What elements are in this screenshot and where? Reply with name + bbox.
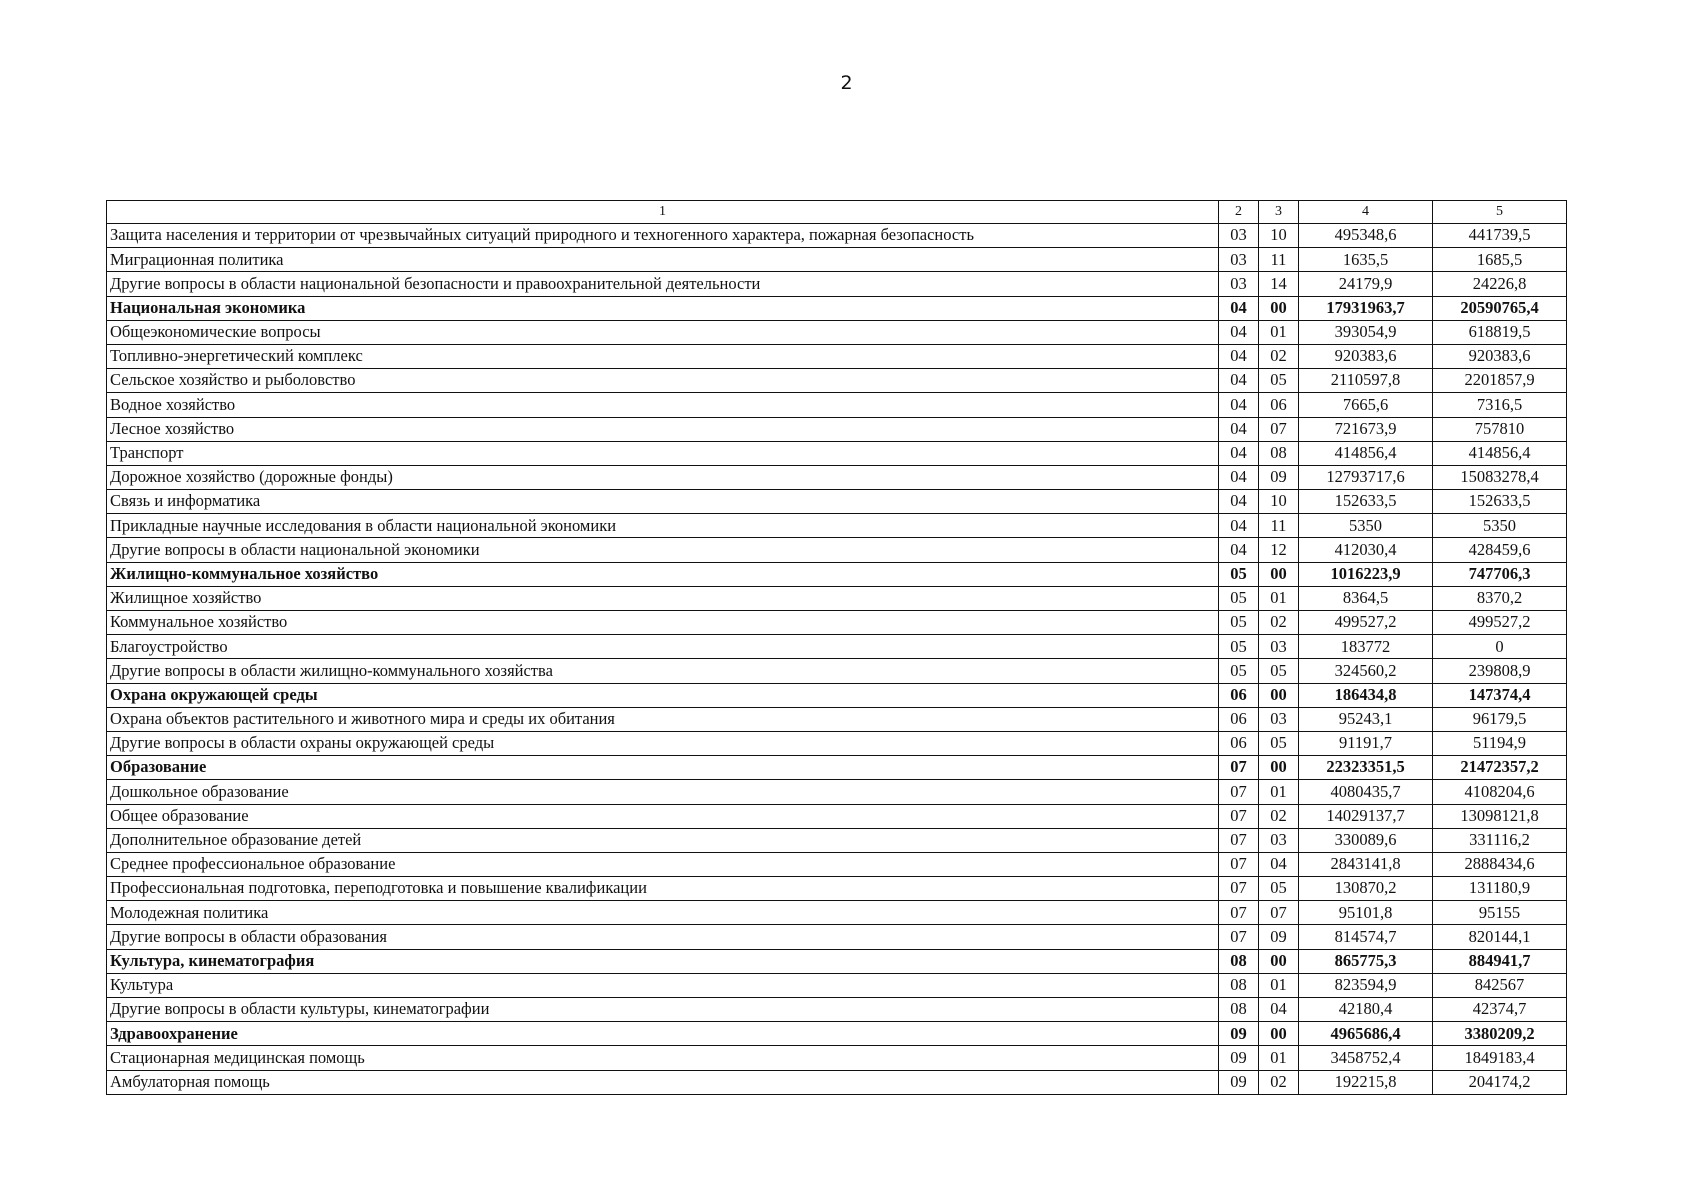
- row-name: Миграционная политика: [107, 248, 1219, 272]
- row-subsection-code: 02: [1259, 804, 1299, 828]
- row-value-col4: 324560,2: [1299, 659, 1433, 683]
- row-subsection-code: 04: [1259, 852, 1299, 876]
- row-subsection-code: 14: [1259, 272, 1299, 296]
- row-subsection-code: 01: [1259, 973, 1299, 997]
- row-section-code: 08: [1219, 973, 1259, 997]
- row-name: Связь и информатика: [107, 490, 1219, 514]
- row-section-code: 04: [1219, 296, 1259, 320]
- row-value-col5: 0: [1433, 635, 1567, 659]
- table-row: [107, 465, 1567, 489]
- row-value-col5: 441739,5: [1433, 224, 1567, 248]
- row-name: Дополнительное образование детей: [107, 828, 1219, 852]
- row-value-col4: 4965686,4: [1299, 1022, 1433, 1046]
- row-name: Прикладные научные исследования в области национальной экономики: [107, 514, 1219, 538]
- table-row: [107, 901, 1567, 925]
- row-subsection-code: 10: [1259, 490, 1299, 514]
- table-row: [107, 1046, 1567, 1070]
- row-subsection-code: 00: [1259, 562, 1299, 586]
- row-section-code: 04: [1219, 514, 1259, 538]
- row-subsection-code: 05: [1259, 877, 1299, 901]
- row-section-code: 06: [1219, 683, 1259, 707]
- row-value-col4: 152633,5: [1299, 490, 1433, 514]
- table-row: [107, 393, 1567, 417]
- table-row: [107, 611, 1567, 635]
- row-section-code: 06: [1219, 731, 1259, 755]
- row-section-code: 04: [1219, 441, 1259, 465]
- row-section-code: 07: [1219, 828, 1259, 852]
- row-name: Коммунальное хозяйство: [107, 611, 1219, 635]
- row-name: Защита населения и территории от чрезвычайных ситуаций природного и техногенного характера, пожарная безопасность: [107, 224, 1219, 248]
- row-value-col4: 499527,2: [1299, 611, 1433, 635]
- row-section-code: 04: [1219, 465, 1259, 489]
- row-subsection-code: 11: [1259, 248, 1299, 272]
- row-value-col5: 131180,9: [1433, 877, 1567, 901]
- row-value-col5: 5350: [1433, 514, 1567, 538]
- row-value-col5: 884941,7: [1433, 949, 1567, 973]
- row-value-col4: 865775,3: [1299, 949, 1433, 973]
- row-name: Лесное хозяйство: [107, 417, 1219, 441]
- row-subsection-code: 10: [1259, 224, 1299, 248]
- row-subsection-code: 02: [1259, 344, 1299, 368]
- row-subsection-code: 11: [1259, 514, 1299, 538]
- column-header-5: 5: [1433, 201, 1567, 224]
- row-value-col4: 24179,9: [1299, 272, 1433, 296]
- table-body: [107, 224, 1567, 1095]
- row-section-code: 07: [1219, 877, 1259, 901]
- row-section-code: 08: [1219, 998, 1259, 1022]
- row-value-col4: 814574,7: [1299, 925, 1433, 949]
- row-value-col5: 820144,1: [1433, 925, 1567, 949]
- row-value-col4: 42180,4: [1299, 998, 1433, 1022]
- table-row: [107, 248, 1567, 272]
- section-row: [107, 562, 1567, 586]
- row-value-col5: 95155: [1433, 901, 1567, 925]
- table-row: [107, 586, 1567, 610]
- row-value-col4: 8364,5: [1299, 586, 1433, 610]
- row-value-col5: 42374,7: [1433, 998, 1567, 1022]
- row-subsection-code: 02: [1259, 611, 1299, 635]
- page-number: 2: [840, 72, 853, 94]
- row-section-code: 04: [1219, 490, 1259, 514]
- row-subsection-code: 12: [1259, 538, 1299, 562]
- row-value-col4: 2843141,8: [1299, 852, 1433, 876]
- table-row: [107, 659, 1567, 683]
- row-name: Дошкольное образование: [107, 780, 1219, 804]
- row-name: Национальная экономика: [107, 296, 1219, 320]
- section-row: [107, 683, 1567, 707]
- row-value-col5: 428459,6: [1433, 538, 1567, 562]
- row-subsection-code: 08: [1259, 441, 1299, 465]
- row-value-col5: 757810: [1433, 417, 1567, 441]
- row-subsection-code: 03: [1259, 635, 1299, 659]
- row-subsection-code: 06: [1259, 393, 1299, 417]
- row-subsection-code: 01: [1259, 1046, 1299, 1070]
- row-section-code: 07: [1219, 901, 1259, 925]
- row-name: Другие вопросы в области охраны окружающей среды: [107, 731, 1219, 755]
- section-row: [107, 949, 1567, 973]
- row-name: Амбулаторная помощь: [107, 1070, 1219, 1094]
- row-value-col4: 4080435,7: [1299, 780, 1433, 804]
- budget-table: [106, 200, 1567, 1095]
- row-value-col4: 95101,8: [1299, 901, 1433, 925]
- table-row: [107, 417, 1567, 441]
- row-name: Профессиональная подготовка, переподготовка и повышение квалификации: [107, 877, 1219, 901]
- row-name: Транспорт: [107, 441, 1219, 465]
- row-name: Благоустройство: [107, 635, 1219, 659]
- row-subsection-code: 09: [1259, 465, 1299, 489]
- row-value-col5: 842567: [1433, 973, 1567, 997]
- row-name: Охрана объектов растительного и животного мира и среды их обитания: [107, 707, 1219, 731]
- table-row: [107, 369, 1567, 393]
- column-header-4: 4: [1299, 201, 1433, 224]
- row-subsection-code: 07: [1259, 417, 1299, 441]
- row-value-col5: 21472357,2: [1433, 756, 1567, 780]
- row-subsection-code: 09: [1259, 925, 1299, 949]
- row-value-col4: 17931963,7: [1299, 296, 1433, 320]
- row-name: Жилищно-коммунальное хозяйство: [107, 562, 1219, 586]
- row-name: Молодежная политика: [107, 901, 1219, 925]
- header-row: [107, 201, 1567, 224]
- row-name: Общеэкономические вопросы: [107, 320, 1219, 344]
- row-section-code: 04: [1219, 538, 1259, 562]
- row-value-col4: 3458752,4: [1299, 1046, 1433, 1070]
- table-row: [107, 998, 1567, 1022]
- row-subsection-code: 01: [1259, 780, 1299, 804]
- row-value-col5: 51194,9: [1433, 731, 1567, 755]
- table-row: [107, 514, 1567, 538]
- row-value-col4: 1016223,9: [1299, 562, 1433, 586]
- row-section-code: 08: [1219, 949, 1259, 973]
- row-value-col5: 7316,5: [1433, 393, 1567, 417]
- row-value-col5: 1849183,4: [1433, 1046, 1567, 1070]
- row-subsection-code: 07: [1259, 901, 1299, 925]
- row-name: Культура: [107, 973, 1219, 997]
- row-section-code: 04: [1219, 320, 1259, 344]
- row-value-col4: 192215,8: [1299, 1070, 1433, 1094]
- row-section-code: 09: [1219, 1070, 1259, 1094]
- section-row: [107, 1022, 1567, 1046]
- row-value-col5: 2888434,6: [1433, 852, 1567, 876]
- row-subsection-code: 05: [1259, 659, 1299, 683]
- table-row: [107, 828, 1567, 852]
- row-value-col5: 331116,2: [1433, 828, 1567, 852]
- row-value-col5: 414856,4: [1433, 441, 1567, 465]
- row-value-col5: 239808,9: [1433, 659, 1567, 683]
- row-section-code: 05: [1219, 611, 1259, 635]
- row-section-code: 04: [1219, 417, 1259, 441]
- row-subsection-code: 02: [1259, 1070, 1299, 1094]
- row-value-col5: 618819,5: [1433, 320, 1567, 344]
- row-value-col5: 152633,5: [1433, 490, 1567, 514]
- table-row: [107, 320, 1567, 344]
- row-subsection-code: 00: [1259, 296, 1299, 320]
- row-section-code: 03: [1219, 248, 1259, 272]
- row-name: Образование: [107, 756, 1219, 780]
- row-name: Среднее профессиональное образование: [107, 852, 1219, 876]
- row-subsection-code: 05: [1259, 731, 1299, 755]
- column-header-3: 3: [1259, 201, 1299, 224]
- row-section-code: 06: [1219, 707, 1259, 731]
- row-name: Другие вопросы в области национальной безопасности и правоохранительной деятельности: [107, 272, 1219, 296]
- row-value-col5: 13098121,8: [1433, 804, 1567, 828]
- row-section-code: 04: [1219, 393, 1259, 417]
- row-value-col4: 330089,6: [1299, 828, 1433, 852]
- column-header-1: 1: [107, 201, 1219, 224]
- row-name: Дорожное хозяйство (дорожные фонды): [107, 465, 1219, 489]
- table-row: [107, 490, 1567, 514]
- row-value-col4: 130870,2: [1299, 877, 1433, 901]
- row-name: Стационарная медицинская помощь: [107, 1046, 1219, 1070]
- row-value-col4: 5350: [1299, 514, 1433, 538]
- row-name: Жилищное хозяйство: [107, 586, 1219, 610]
- row-value-col4: 2110597,8: [1299, 369, 1433, 393]
- row-value-col4: 721673,9: [1299, 417, 1433, 441]
- row-value-col4: 183772: [1299, 635, 1433, 659]
- row-value-col4: 393054,9: [1299, 320, 1433, 344]
- row-value-col4: 1635,5: [1299, 248, 1433, 272]
- row-section-code: 07: [1219, 925, 1259, 949]
- row-value-col5: 15083278,4: [1433, 465, 1567, 489]
- row-name: Другие вопросы в области жилищно-коммунального хозяйства: [107, 659, 1219, 683]
- row-value-col4: 14029137,7: [1299, 804, 1433, 828]
- row-value-col4: 12793717,6: [1299, 465, 1433, 489]
- row-value-col5: 20590765,4: [1433, 296, 1567, 320]
- row-section-code: 05: [1219, 659, 1259, 683]
- table-row: [107, 707, 1567, 731]
- row-value-col5: 1685,5: [1433, 248, 1567, 272]
- row-value-col4: 186434,8: [1299, 683, 1433, 707]
- row-section-code: 09: [1219, 1046, 1259, 1070]
- row-name: Водное хозяйство: [107, 393, 1219, 417]
- section-row: [107, 756, 1567, 780]
- table-row: [107, 925, 1567, 949]
- table-row: [107, 877, 1567, 901]
- row-name: Другие вопросы в области культуры, кинематографии: [107, 998, 1219, 1022]
- table-row: [107, 973, 1567, 997]
- row-subsection-code: 01: [1259, 320, 1299, 344]
- table-row: [107, 780, 1567, 804]
- row-value-col4: 920383,6: [1299, 344, 1433, 368]
- row-value-col5: 499527,2: [1433, 611, 1567, 635]
- row-name: Охрана окружающей среды: [107, 683, 1219, 707]
- table-row: [107, 441, 1567, 465]
- row-value-col5: 3380209,2: [1433, 1022, 1567, 1046]
- row-section-code: 05: [1219, 562, 1259, 586]
- row-name: Здравоохранение: [107, 1022, 1219, 1046]
- row-subsection-code: 00: [1259, 756, 1299, 780]
- row-value-col5: 2201857,9: [1433, 369, 1567, 393]
- row-section-code: 07: [1219, 756, 1259, 780]
- row-name: Другие вопросы в области образования: [107, 925, 1219, 949]
- row-value-col5: 747706,3: [1433, 562, 1567, 586]
- row-value-col4: 22323351,5: [1299, 756, 1433, 780]
- row-subsection-code: 00: [1259, 683, 1299, 707]
- table-row: [107, 538, 1567, 562]
- row-subsection-code: 03: [1259, 828, 1299, 852]
- row-value-col5: 4108204,6: [1433, 780, 1567, 804]
- row-value-col4: 7665,6: [1299, 393, 1433, 417]
- row-value-col5: 24226,8: [1433, 272, 1567, 296]
- row-section-code: 07: [1219, 804, 1259, 828]
- row-name: Другие вопросы в области национальной экономики: [107, 538, 1219, 562]
- table-row: [107, 635, 1567, 659]
- row-subsection-code: 04: [1259, 998, 1299, 1022]
- row-name: Культура, кинематография: [107, 949, 1219, 973]
- table-row: [107, 344, 1567, 368]
- row-value-col4: 412030,4: [1299, 538, 1433, 562]
- row-name: Сельское хозяйство и рыболовство: [107, 369, 1219, 393]
- row-value-col5: 8370,2: [1433, 586, 1567, 610]
- row-subsection-code: 00: [1259, 949, 1299, 973]
- row-section-code: 07: [1219, 852, 1259, 876]
- table-row: [107, 852, 1567, 876]
- row-section-code: 05: [1219, 586, 1259, 610]
- row-section-code: 04: [1219, 344, 1259, 368]
- row-value-col5: 147374,4: [1433, 683, 1567, 707]
- table-row: [107, 804, 1567, 828]
- row-value-col4: 95243,1: [1299, 707, 1433, 731]
- row-value-col4: 823594,9: [1299, 973, 1433, 997]
- row-name: Топливно-энергетический комплекс: [107, 344, 1219, 368]
- row-section-code: 07: [1219, 780, 1259, 804]
- row-value-col4: 495348,6: [1299, 224, 1433, 248]
- row-section-code: 03: [1219, 224, 1259, 248]
- table-header: [107, 201, 1567, 224]
- row-subsection-code: 05: [1259, 369, 1299, 393]
- row-value-col5: 96179,5: [1433, 707, 1567, 731]
- row-section-code: 04: [1219, 369, 1259, 393]
- row-name: Общее образование: [107, 804, 1219, 828]
- row-value-col5: 920383,6: [1433, 344, 1567, 368]
- row-subsection-code: 01: [1259, 586, 1299, 610]
- table-row: [107, 1070, 1567, 1094]
- row-section-code: 03: [1219, 272, 1259, 296]
- row-value-col4: 91191,7: [1299, 731, 1433, 755]
- row-value-col5: 204174,2: [1433, 1070, 1567, 1094]
- row-section-code: 05: [1219, 635, 1259, 659]
- row-subsection-code: 03: [1259, 707, 1299, 731]
- table-row: [107, 731, 1567, 755]
- table-row: [107, 272, 1567, 296]
- column-header-2: 2: [1219, 201, 1259, 224]
- row-subsection-code: 00: [1259, 1022, 1299, 1046]
- row-value-col4: 414856,4: [1299, 441, 1433, 465]
- row-section-code: 09: [1219, 1022, 1259, 1046]
- section-row: [107, 296, 1567, 320]
- table-row: [107, 224, 1567, 248]
